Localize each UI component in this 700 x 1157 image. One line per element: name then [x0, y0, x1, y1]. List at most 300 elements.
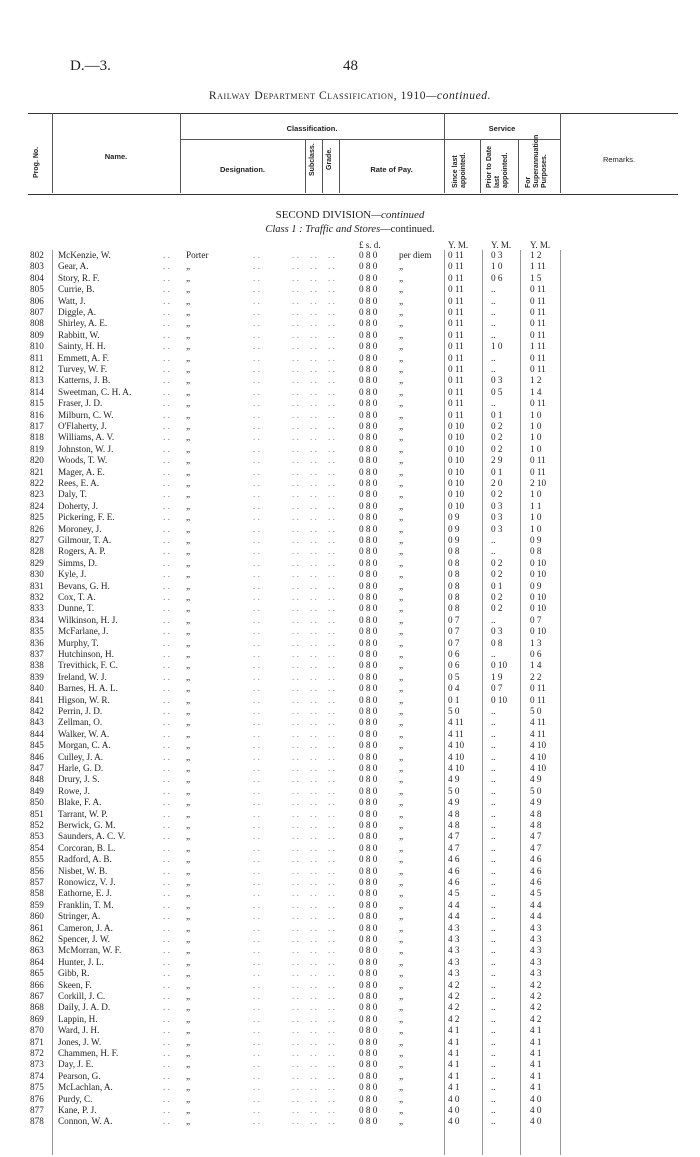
pay-period: „	[399, 637, 404, 648]
table-row	[0, 410, 700, 421]
leader-dots: . .	[292, 329, 299, 340]
pay-period: „	[399, 877, 404, 887]
leader-dots: . .	[328, 318, 335, 329]
table-row	[0, 695, 700, 706]
superannuation-units: Y. M.	[530, 240, 551, 250]
table-row	[0, 501, 700, 512]
leader-dots: . .	[253, 911, 260, 922]
table-row	[0, 569, 700, 580]
leader-dots: . .	[292, 717, 299, 728]
employee-name: Story, R. F.	[58, 272, 100, 283]
designation: „	[186, 865, 191, 876]
pay-period: „	[399, 808, 404, 819]
table-row	[0, 660, 700, 671]
rate-of-pay: 0 8 0	[359, 842, 378, 853]
leader-dots: . .	[310, 432, 317, 443]
employee-name: Radford, A. B.	[58, 854, 112, 865]
since-last-appointed: 4 1	[448, 1048, 460, 1058]
employee-name: Walker, W. A.	[58, 728, 110, 739]
prior-to-date: ..	[491, 1093, 496, 1104]
since-last-appointed: 0 11	[448, 329, 464, 340]
leader-dots: . .	[328, 557, 335, 568]
leader-dots: . .	[253, 284, 260, 295]
designation: „	[186, 466, 191, 477]
leader-dots: . .	[310, 945, 317, 956]
designation: „	[186, 1013, 191, 1024]
leader-dots: . .	[292, 1093, 299, 1104]
header-divider	[305, 139, 306, 193]
rate-of-pay: 0 8 0	[359, 899, 378, 910]
since-last-appointed: 0 11	[448, 409, 464, 420]
leader-dots: . .	[310, 774, 317, 785]
rate-of-pay: 0 8 0	[359, 318, 378, 329]
leader-dots: . .	[328, 386, 335, 397]
prior-to-date: ..	[491, 1036, 496, 1047]
designation: „	[186, 1093, 191, 1104]
leader-dots: . .	[253, 1013, 260, 1024]
since-last-appointed: 4 2	[448, 991, 460, 1001]
leader-dots: . .	[328, 523, 335, 534]
leader-dots: . .	[310, 409, 317, 420]
designation: „	[186, 1048, 191, 1058]
employee-name: Saunders, A. C. V.	[58, 831, 126, 842]
rate-of-pay: 0 8 0	[359, 250, 378, 260]
leader-dots: . .	[253, 934, 260, 944]
since-last-appointed: 0 11	[448, 341, 464, 352]
rate-of-pay: 0 8 0	[359, 854, 378, 865]
leader-dots: . .	[328, 580, 335, 591]
employee-name: Rogers, A. P.	[58, 546, 106, 557]
superannuation-service: 4 4	[530, 899, 542, 910]
prior-to-date: ..	[491, 911, 496, 922]
prior-to-date: ..	[491, 751, 496, 762]
rate-of-pay: 0 8 0	[359, 284, 378, 295]
designation: „	[186, 899, 191, 910]
since-last-appointed: 0 10	[448, 478, 465, 488]
rate-of-pay: 0 8 0	[359, 1002, 378, 1013]
leader-dots: . .	[310, 398, 317, 409]
superannuation-service: 1 2	[530, 375, 542, 386]
prog-number: 859	[30, 899, 44, 910]
leader-dots: . .	[292, 512, 299, 523]
leader-dots: . .	[253, 1002, 260, 1013]
prior-to-date: ..	[491, 820, 496, 830]
table-row	[0, 341, 700, 352]
since-last-appointed: 0 11	[448, 295, 464, 306]
remarks-header: Remarks.	[602, 155, 636, 164]
table-row	[0, 638, 700, 649]
prior-to-date: 0 6	[491, 272, 503, 283]
rate-of-pay: 0 8 0	[359, 375, 378, 386]
prog-number: 847	[30, 763, 44, 773]
since-last-appointed: 0 4	[448, 683, 460, 694]
leader-dots: . .	[328, 432, 335, 443]
leader-dots: . .	[253, 535, 260, 545]
prog-number: 822	[30, 478, 44, 488]
since-last-appointed: 0 11	[448, 375, 464, 386]
rate-of-pay: 0 8 0	[359, 1082, 378, 1093]
leader-dots: . .	[253, 899, 260, 910]
rate-header: Rate of Pay.	[370, 165, 413, 174]
leader-dots: . .	[328, 1048, 335, 1058]
leader-dots: . .	[328, 341, 335, 352]
rate-of-pay: 0 8 0	[359, 717, 378, 728]
since-last-appointed: 0 8	[448, 580, 460, 591]
since-last-appointed: 0 11	[448, 272, 464, 283]
employee-name: Doherty, J.	[58, 500, 98, 511]
rate-of-pay: 0 8 0	[359, 888, 378, 899]
leader-dots: . .	[310, 614, 317, 625]
superannuation-service: 0 11	[530, 398, 546, 409]
table-row	[0, 467, 700, 478]
employee-name: Fraser, J. D.	[58, 398, 103, 409]
leader-dots: . .	[163, 842, 170, 853]
prior-to-date: ..	[491, 1059, 496, 1070]
rate-of-pay: 0 8 0	[359, 1048, 378, 1058]
designation: „	[186, 785, 191, 796]
leader-dots: . .	[310, 888, 317, 899]
leader-dots: . .	[163, 466, 170, 477]
leader-dots: . .	[292, 1082, 299, 1093]
leader-dots: . .	[328, 877, 335, 887]
designation: „	[186, 797, 191, 808]
leader-dots: . .	[310, 854, 317, 865]
leader-dots: . .	[310, 683, 317, 694]
leader-dots: . .	[253, 717, 260, 728]
leader-dots: . .	[292, 466, 299, 477]
leader-dots: . .	[253, 671, 260, 682]
leader-dots: . .	[310, 364, 317, 374]
since-last-appointed: 0 7	[448, 614, 460, 625]
prog-number: 870	[30, 1025, 44, 1036]
prior-to-date: ..	[491, 899, 496, 910]
designation-header: Designation.	[219, 165, 265, 174]
since-last-appointed: 4 3	[448, 934, 460, 944]
leader-dots: . .	[163, 649, 170, 659]
leader-dots: . .	[163, 557, 170, 568]
superannuation-service: 1 0	[530, 432, 542, 443]
leader-dots: . .	[328, 603, 335, 614]
designation: „	[186, 774, 191, 785]
prior-to-date: ..	[491, 1070, 496, 1081]
table-row	[0, 535, 700, 546]
leader-dots: . .	[310, 911, 317, 922]
leader-dots: . .	[328, 592, 335, 602]
prior-to-date: ..	[491, 295, 496, 306]
prior-to-date: 0 1	[491, 466, 503, 477]
rate-of-pay: 0 8 0	[359, 443, 378, 454]
leader-dots: . .	[310, 751, 317, 762]
designation: „	[186, 1059, 191, 1070]
leader-dots: . .	[253, 660, 260, 671]
since-last-appointed: 0 11	[448, 318, 464, 329]
superannuation-service: 0 6	[530, 649, 542, 659]
designation: „	[186, 500, 191, 511]
superannuation-service: 4 3	[530, 968, 542, 979]
designation: „	[186, 364, 191, 374]
leader-dots: . .	[310, 820, 317, 830]
leader-dots: . .	[292, 523, 299, 534]
since-last-appointed: 4 6	[448, 865, 460, 876]
leader-dots: . .	[328, 831, 335, 842]
leader-dots: . .	[328, 1105, 335, 1115]
leader-dots: . .	[292, 888, 299, 899]
employee-name: Morgan, C. A.	[58, 740, 111, 751]
leader-dots: . .	[310, 284, 317, 295]
leader-dots: . .	[292, 580, 299, 591]
leader-dots: . .	[253, 592, 260, 602]
leader-dots: . .	[253, 637, 260, 648]
employee-name: Gilmour, T. A.	[58, 535, 112, 545]
prog-number: 810	[30, 341, 44, 352]
leader-dots: . .	[310, 272, 317, 283]
leader-dots: . .	[328, 899, 335, 910]
designation: „	[186, 307, 191, 317]
pay-period: „	[399, 911, 404, 922]
prior-to-date: 0 1	[491, 580, 503, 591]
rate-of-pay: 0 8 0	[359, 706, 378, 716]
superannuation-service: 1 0	[530, 421, 542, 431]
since-last-appointed: 0 8	[448, 546, 460, 557]
pay-period: „	[399, 728, 404, 739]
leader-dots: . .	[310, 603, 317, 614]
leader-dots: . .	[253, 261, 260, 272]
leader-dots: . .	[253, 968, 260, 979]
superannuation-service: 0 11	[530, 683, 546, 694]
since-last-appointed: 0 5	[448, 671, 460, 682]
designation: „	[186, 432, 191, 443]
pay-period: „	[399, 922, 404, 933]
superannuation-service: 1 0	[530, 409, 542, 420]
prior-to-date: ..	[491, 842, 496, 853]
since-last-appointed: 0 11	[448, 364, 464, 374]
table-row	[0, 318, 700, 329]
since-last-appointed: 4 11	[448, 728, 464, 739]
leader-dots: . .	[253, 956, 260, 967]
leader-dots: . .	[163, 1093, 170, 1104]
pay-period: „	[399, 968, 404, 979]
leader-dots: . .	[253, 398, 260, 409]
table-row	[0, 786, 700, 797]
leader-dots: . .	[253, 421, 260, 431]
since-last-appointed: 4 0	[448, 1116, 460, 1127]
superannuation-service: 0 9	[530, 535, 542, 545]
designation: „	[186, 614, 191, 625]
table-row	[0, 1037, 700, 1048]
leader-dots: . .	[292, 364, 299, 374]
table-row	[0, 911, 700, 922]
designation: „	[186, 626, 191, 637]
leader-dots: . .	[253, 706, 260, 716]
leader-dots: . .	[292, 1013, 299, 1024]
superannuation-service: 4 1	[530, 1036, 542, 1047]
leader-dots: . .	[163, 318, 170, 329]
designation: „	[186, 922, 191, 933]
superannuation-service: 4 2	[530, 991, 542, 1001]
leader-dots: . .	[310, 626, 317, 637]
leader-dots: . .	[163, 888, 170, 899]
prior-to-date: ..	[491, 307, 496, 317]
leader-dots: . .	[292, 740, 299, 751]
leader-dots: . .	[328, 774, 335, 785]
leader-dots: . .	[328, 763, 335, 773]
pay-period: „	[399, 1002, 404, 1013]
pay-period: „	[399, 329, 404, 340]
employee-name: Rees, E. A.	[58, 478, 100, 488]
leader-dots: . .	[163, 991, 170, 1001]
employee-name: Sainty, H. H.	[58, 341, 106, 352]
leader-dots: . .	[253, 603, 260, 614]
employee-name: Higson, W. R.	[58, 694, 110, 705]
leader-dots: . .	[292, 250, 299, 260]
superannuation-service: 0 11	[530, 307, 546, 317]
designation: „	[186, 603, 191, 614]
employee-name: Stringer, A.	[58, 911, 101, 922]
leader-dots: . .	[292, 877, 299, 887]
table-row	[0, 991, 700, 1002]
since-last-appointed: 4 1	[448, 1036, 460, 1047]
leader-dots: . .	[310, 694, 317, 705]
employee-name: Murphy, T.	[58, 637, 99, 648]
since-last-appointed: 0 9	[448, 512, 460, 523]
leader-dots: . .	[253, 831, 260, 842]
prior-to-date: 0 2	[491, 592, 503, 602]
leader-dots: . .	[253, 1093, 260, 1104]
leader-dots: . .	[253, 888, 260, 899]
leader-dots: . .	[253, 569, 260, 580]
pay-period: „	[399, 706, 404, 716]
prog-number: 866	[30, 979, 44, 990]
leader-dots: . .	[292, 637, 299, 648]
leader-dots: . .	[310, 717, 317, 728]
prog-number: 832	[30, 592, 44, 602]
designation: „	[186, 728, 191, 739]
table-row	[0, 809, 700, 820]
designation: „	[186, 1082, 191, 1093]
since-last-appointed: 4 10	[448, 740, 465, 751]
employee-name: Eathorne, E. J.	[58, 888, 112, 899]
table-row	[0, 353, 700, 364]
rate-of-pay: 0 8 0	[359, 922, 378, 933]
name-header: Name.	[104, 152, 128, 161]
leader-dots: . .	[328, 1025, 335, 1036]
leader-dots: . .	[292, 1002, 299, 1013]
leader-dots: . .	[163, 386, 170, 397]
designation: „	[186, 717, 191, 728]
rate-of-pay: 0 8 0	[359, 831, 378, 842]
leader-dots: . .	[292, 797, 299, 808]
employee-name: Gear, A.	[58, 261, 89, 272]
designation: „	[186, 763, 191, 773]
employee-name: Perrin, J. D.	[58, 706, 103, 716]
table-row	[0, 1094, 700, 1105]
prior-to-date: ..	[491, 649, 496, 659]
rate-units: £ s. d.	[359, 240, 381, 250]
designation: „	[186, 443, 191, 454]
employee-name: Dunne, T.	[58, 603, 95, 614]
designation: „	[186, 660, 191, 671]
leader-dots: . .	[163, 763, 170, 773]
table-row	[0, 387, 700, 398]
leader-dots: . .	[163, 683, 170, 694]
superannuation-service: 0 9	[530, 580, 542, 591]
since-last-appointed: 0 1	[448, 694, 460, 705]
prior-to-date: 2 0	[491, 478, 503, 488]
rate-of-pay: 0 8 0	[359, 740, 378, 751]
table-row	[0, 888, 700, 899]
prior-to-date: 0 3	[491, 523, 503, 534]
employee-name: Pearson, G.	[58, 1070, 101, 1081]
leader-dots: . .	[310, 1116, 317, 1127]
employee-name: Nisbet, W. B.	[58, 865, 108, 876]
pay-period: „	[399, 945, 404, 956]
leader-dots: . .	[292, 557, 299, 568]
header-divider	[518, 139, 519, 193]
leader-dots: . .	[292, 272, 299, 283]
employee-name: Sweetman, C. H. A.	[58, 386, 132, 397]
leader-dots: . .	[328, 421, 335, 431]
leader-dots: . .	[253, 295, 260, 306]
prior-to-date: 0 3	[491, 512, 503, 523]
leader-dots: . .	[253, 614, 260, 625]
designation: „	[186, 352, 191, 363]
since-last-appointed: 4 7	[448, 842, 460, 853]
employee-name: Bevans, G. H.	[58, 580, 110, 591]
leader-dots: . .	[292, 352, 299, 363]
leader-dots: . .	[310, 1048, 317, 1058]
leader-dots: . .	[310, 1013, 317, 1024]
leader-dots: . .	[253, 683, 260, 694]
leader-dots: . .	[292, 671, 299, 682]
leader-dots: . .	[292, 649, 299, 659]
service-header: Service	[488, 124, 516, 133]
designation: „	[186, 831, 191, 842]
superannuation-service: 4 10	[530, 740, 547, 751]
since-last-appointed: 4 3	[448, 945, 460, 956]
since-last-appointed: 0 11	[448, 398, 464, 409]
leader-dots: . .	[163, 808, 170, 819]
designation: „	[186, 1116, 191, 1127]
table-row	[0, 478, 700, 489]
employee-name: Daly, T.	[58, 489, 87, 500]
table-row	[0, 854, 700, 865]
prog-number: 825	[30, 512, 44, 523]
leader-dots: . .	[292, 820, 299, 830]
leader-dots: . .	[328, 489, 335, 500]
prog-number: 808	[30, 318, 44, 329]
employee-name: Drury, J. S.	[58, 774, 100, 785]
leader-dots: . .	[328, 261, 335, 272]
prog-number: 802	[30, 250, 44, 260]
table-row	[0, 421, 700, 432]
since-last-appointed: 4 9	[448, 774, 460, 785]
rate-of-pay: 0 8 0	[359, 329, 378, 340]
leader-dots: . .	[292, 386, 299, 397]
leader-dots: . .	[163, 546, 170, 557]
since-last-appointed: 4 1	[448, 1059, 460, 1070]
table-row	[0, 706, 700, 717]
table-row	[0, 740, 700, 751]
leader-dots: . .	[253, 740, 260, 751]
leader-dots: . .	[292, 341, 299, 352]
leader-dots: . .	[328, 911, 335, 922]
leader-dots: . .	[253, 580, 260, 591]
leader-dots: . .	[328, 375, 335, 386]
since-last-appointed: 0 10	[448, 500, 465, 511]
leader-dots: . .	[163, 865, 170, 876]
leader-dots: . .	[292, 694, 299, 705]
leader-dots: . .	[253, 820, 260, 830]
